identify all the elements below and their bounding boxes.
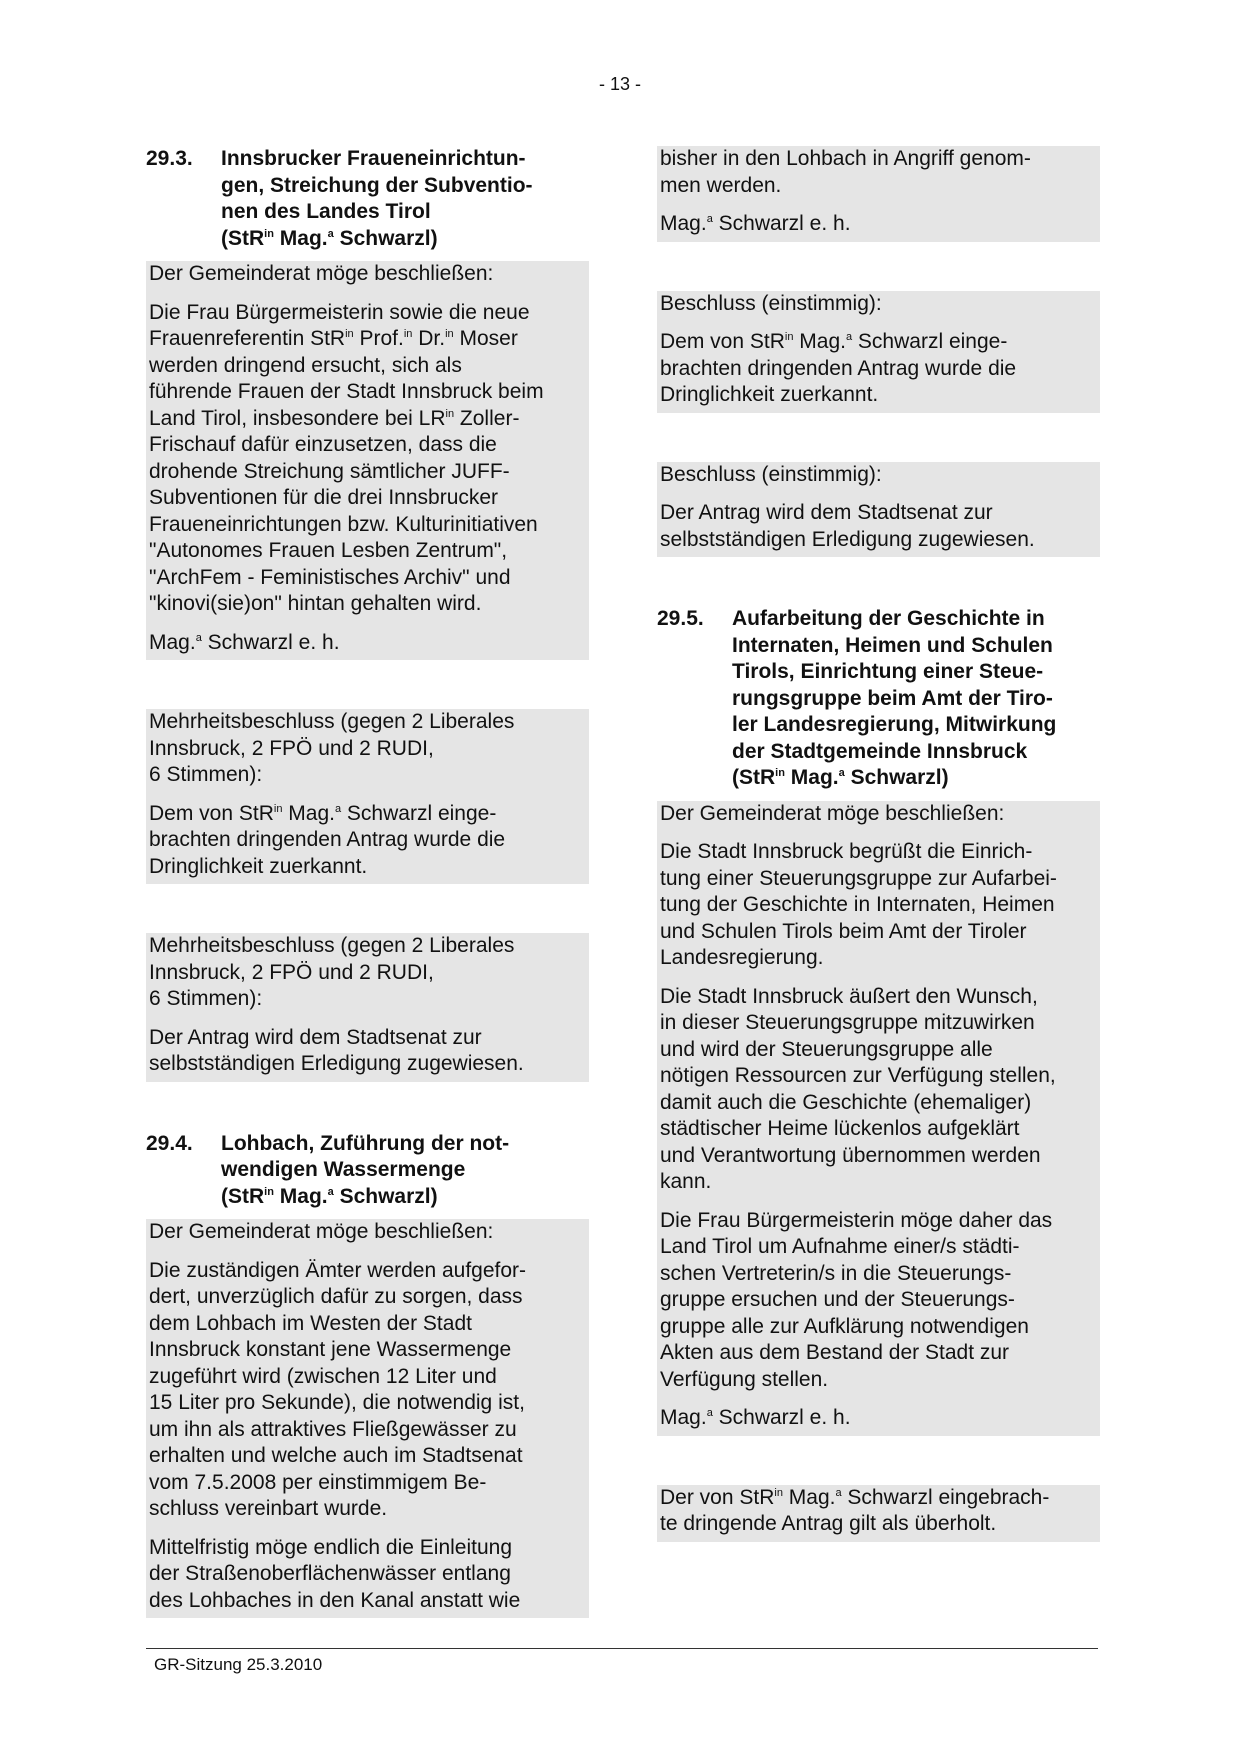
section-29-3-author: (StR$^{in}$ Mag.$^a$ Schwarzl) xyxy=(221,226,438,250)
section-29-4-motion-continued xyxy=(657,146,1100,242)
section-29-5-motion xyxy=(657,801,1100,1436)
urgency-granted-text: Dem von StR$^{in}$ Mag.$^a$ Schwarzl einge- brachten dringenden Antrag wurde die Dringlichkeit zuerkannt. xyxy=(149,801,506,878)
footer-text: GR-Sitzung 25.3.2010 xyxy=(154,1655,323,1674)
motion-intro: Der Gemeinderat möge beschließen: xyxy=(149,262,494,285)
section-29-4-motion xyxy=(146,1219,589,1618)
section-29-4-referral-resolution xyxy=(657,462,1100,558)
obsolete-text: Der von StR$^{in}$ Mag.$^a$ Schwarzl eingebrach- te dringende Antrag gilt als überholt. xyxy=(660,1485,1050,1535)
section-29-5-title: Aufarbeitung der Geschichte in Internaten, Heimen und Schulen Tirols, Einrichtung einer Steue- rungsgruppe beim Amt der Tiro- ler Landesregierung, Mitwirkung der Stadtgemeinde Innsbruck (StR$^{in}$ Mag.$^a$ Schwarzl) xyxy=(732,607,1057,789)
section-29-3-title: Innsbrucker Fraueneinrichtun- gen, Streichung der Subventio- nen des Landes Tirol (StR$^{in}$ Mag.$^a$ Schwarzl) xyxy=(221,147,533,250)
motion-intro: Der Gemeinderat möge beschließen: xyxy=(149,1220,494,1243)
section-29-3-heading xyxy=(146,146,589,252)
majority-resolution-label: Mehrheitsbeschluss (gegen 2 Liberales Innsbruck, 2 FPÖ und 2 RUDI, 6 Stimmen): xyxy=(149,710,515,786)
majority-resolution-label: Mehrheitsbeschluss (gegen 2 Liberales Innsbruck, 2 FPÖ und 2 RUDI, 6 Stimmen): xyxy=(149,934,515,1010)
section-29-5-body-1: Die Stadt Innsbruck begrüßt die Einrich- tung einer Steuerungsgruppe zur Aufarbei- tung der Geschichte in Internaten, Heimen und Schulen Tirols beim Amt der Tiroler Landesregierung. xyxy=(660,840,1057,969)
section-29-5-author: (StR$^{in}$ Mag.$^a$ Schwarzl) xyxy=(732,766,949,789)
referred-text: Der Antrag wird dem Stadtsenat zur selbstständigen Erledigung zugewiesen. xyxy=(149,1025,524,1075)
section-29-5-obsolete-note xyxy=(657,1485,1100,1542)
section-29-3-number: 29.3. xyxy=(146,147,193,170)
motion-intro: Der Gemeinderat möge beschließen: xyxy=(660,801,1005,825)
section-29-3-body: Die Frau Bürgermeisterin sowie die neue Frauenreferentin StR$^{in}$ Prof.$^{in}$ Dr.$^{in}$ Moser werden dringend ersucht, sich als führende Frauen der Stadt Innsbruck beim Land Tirol, insbesondere bei $LR^{in}$ Zoller- Frischauf dafür einzusetzen, dass die drohende Streichung sämtlicher JUFF- Subventionen für die drei Innsbrucker Fraueneinrichtungen bzw. Kulturinitiativen "Autonomes Frauen Lesben Zentrum", "ArchFem - Feministisches Archiv" und "kinovi(sie)on" hintan gehalten wird. xyxy=(149,300,544,615)
section-29-5-heading xyxy=(657,606,1100,792)
left-column xyxy=(146,146,589,1618)
section-29-4-body-2-continued: bisher in den Lohbach in Angriff genom- men werden. xyxy=(660,147,1031,197)
signature: Mag.$^a$ Schwarzl e. h. xyxy=(149,630,340,654)
referred-text: Der Antrag wird dem Stadtsenat zur selbstständigen Erledigung zugewiesen. xyxy=(660,501,1035,551)
section-29-4-heading xyxy=(146,1131,589,1211)
section-29-3-urgency-resolution xyxy=(146,709,589,884)
page-number: - 13 - xyxy=(598,74,641,94)
section-29-4-title: Lohbach, Zuführung der not- wendigen Wassermenge (StR$^{in}$ Mag.$^a$ Schwarzl) xyxy=(221,1131,510,1208)
signature: Mag.$^a$ Schwarzl e. h. xyxy=(660,212,851,235)
footer-divider xyxy=(146,1648,1098,1649)
section-29-4-urgency-resolution xyxy=(657,291,1100,413)
unanimous-resolution-label: Beschluss (einstimmig): xyxy=(660,291,882,315)
section-29-5-body-3: Die Frau Bürgermeisterin möge daher das Land Tirol um Aufnahme einer/s städti- schen Vertreterin/s in die Steuerungs- gruppe ersuchen und der Steuerungs- gruppe alle zur Aufklärung notwendigen Akten aus dem Bestand der Stadt zur Verfügung stellen. xyxy=(660,1208,1053,1391)
section-29-4-body-2: Mittelfristig möge endlich die Einleitung der Straßenoberflächenwässer entlang des Lohbaches in den Kanal anstatt wie xyxy=(149,1535,521,1612)
section-29-5-body-2: Die Stadt Innsbruck äußert den Wunsch, in dieser Steuerungsgruppe mitzuwirken und wird der Steuerungsgruppe alle nötigen Ressourcen zur Verfügung stellen, damit auch die Geschichte (ehemaliger) städtischer Heime lückenlos aufgeklärt und Verantwortung übernommen werden kann. xyxy=(660,984,1056,1193)
section-29-5-number: 29.5. xyxy=(657,607,704,630)
right-column xyxy=(657,146,1100,1542)
unanimous-resolution-label: Beschluss (einstimmig): xyxy=(660,462,882,486)
signature: Mag.$^a$ Schwarzl e. h. xyxy=(660,1406,851,1429)
section-29-4-number: 29.4. xyxy=(146,1131,193,1155)
section-29-3-motion xyxy=(146,261,589,660)
section-29-4-author: (StR$^{in}$ Mag.$^a$ Schwarzl) xyxy=(221,1184,438,1208)
urgency-granted-text: Dem von StR$^{in}$ Mag.$^a$ Schwarzl einge- brachten dringenden Antrag wurde die Dringlichkeit zuerkannt. xyxy=(660,330,1017,406)
section-29-3-referral-resolution xyxy=(146,933,589,1082)
section-29-4-body-1: Die zuständigen Ämter werden aufgefor- dert, unverzüglich dafür zu sorgen, dass dem Lohbach im Westen der Stadt Innsbruck konstant jene Wassermenge zugeführt wird (zwischen 12 Liter und 15 Liter pro Sekunde), die notwendig ist, um ihn als attraktives Fließgewässer zu erhalten und welche auch im Stadtsenat vom 7.5.2008 per einstimmigem Be- schluss vereinbart wurde. xyxy=(149,1258,527,1520)
